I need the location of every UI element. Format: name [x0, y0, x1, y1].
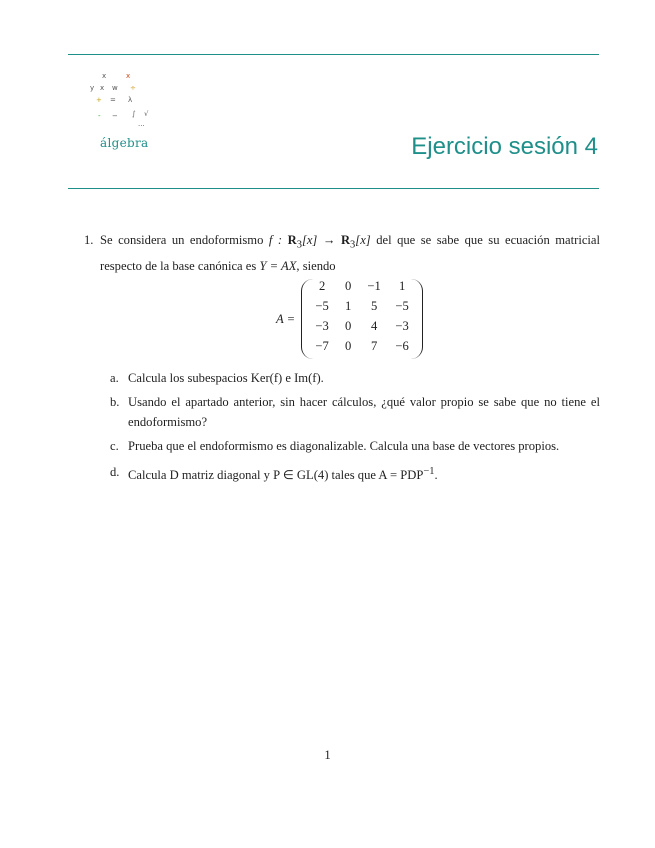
svg-text:=: =: [110, 96, 116, 104]
svg-text:y: y: [90, 84, 95, 92]
equation: Y = AX: [259, 258, 297, 273]
matrix-cell: −7: [315, 339, 329, 353]
domain-symbol: R: [287, 233, 297, 247]
svg-text:...: ...: [138, 120, 145, 128]
matrix-cell: 2: [318, 279, 326, 293]
svg-text:x: x: [100, 84, 105, 92]
part-label: d.: [110, 465, 120, 479]
svg-text:w: w: [112, 84, 118, 92]
matrix-cell: −5: [395, 299, 409, 313]
svg-text:−: −: [112, 112, 118, 120]
svg-text:÷: ÷: [130, 84, 136, 92]
matrix-cell: −5: [315, 299, 329, 313]
part-d: [112, 462, 600, 485]
matrix-cell: −3: [315, 319, 329, 333]
inverse-exponent: −1: [423, 466, 435, 477]
exercise-intro: [100, 230, 600, 276]
part-label: a.: [110, 371, 119, 385]
arrow: →: [317, 233, 341, 247]
svg-text:√: √: [144, 110, 149, 118]
svg-text:λ: λ: [128, 96, 133, 104]
part-c: [112, 436, 600, 456]
matrix-label: A =: [276, 311, 296, 326]
page-title: Ejercicio sesión 4: [411, 133, 598, 160]
matrix-cell: −1: [367, 279, 381, 293]
codomain-var: [x]: [355, 233, 371, 247]
codomain-symbol: R: [340, 233, 351, 247]
intro-text: Se considera un endoformismo: [100, 233, 269, 247]
part-a: [112, 368, 600, 388]
part-b: [112, 392, 600, 432]
matrix-cell: 4: [370, 319, 378, 333]
matrix-cell: −3: [395, 319, 409, 333]
matrix-cell: 0: [344, 279, 352, 293]
matrix-A: [301, 279, 423, 359]
header-top-rule: [68, 54, 599, 55]
domain-var: [x]: [301, 233, 318, 247]
matrix-cell: 5: [370, 299, 378, 313]
page-number: 1: [324, 748, 331, 762]
part-label: c.: [110, 439, 119, 453]
part-d-end: .: [434, 468, 438, 483]
part-label: b.: [110, 395, 120, 409]
svg-text:x: x: [102, 72, 107, 80]
part-d-text: Calcula D matriz diagonal y P ∈ GL(4) tales que A = PDP: [128, 468, 424, 483]
matrix-cell: 1: [344, 299, 352, 313]
matrix-cell: 7: [370, 339, 378, 353]
part-text: Prueba que el endoformismo es diagonalizable. Calcula una base de vectores propios.: [128, 439, 560, 453]
part-text: Usando el apartado anterior, sin hacer cálculos, ¿qué valor propio se sabe que no tiene el endoformismo?: [128, 395, 600, 429]
map-symbol: f :: [268, 233, 288, 247]
exercise-statement: [84, 230, 600, 276]
svg-text:x: x: [126, 72, 131, 80]
matrix-cell: 0: [344, 319, 352, 333]
matrix-block: [276, 278, 423, 360]
header-bottom-rule: [68, 188, 599, 189]
logo-text: álgebra: [100, 136, 149, 150]
exercise-number: 1.: [84, 233, 94, 247]
svg-text:-: -: [98, 112, 101, 120]
svg-text:+: +: [96, 96, 102, 104]
codomain-sub: 3: [350, 239, 356, 251]
matrix-cell: 1: [398, 279, 406, 293]
part-text: [128, 462, 600, 485]
matrix-cell: 0: [344, 339, 352, 353]
intro-text-3: , siendo: [296, 258, 336, 273]
svg-text:∫: ∫: [132, 110, 136, 118]
matrix-cell: −6: [395, 339, 409, 353]
intro-text-2: del que se sabe que su ecuación matricial respecto de la base canónica es: [100, 233, 600, 273]
part-text: Calcula los subespacios Ker(f) e Im(f).: [128, 371, 324, 385]
domain-sub: 3: [296, 239, 302, 251]
